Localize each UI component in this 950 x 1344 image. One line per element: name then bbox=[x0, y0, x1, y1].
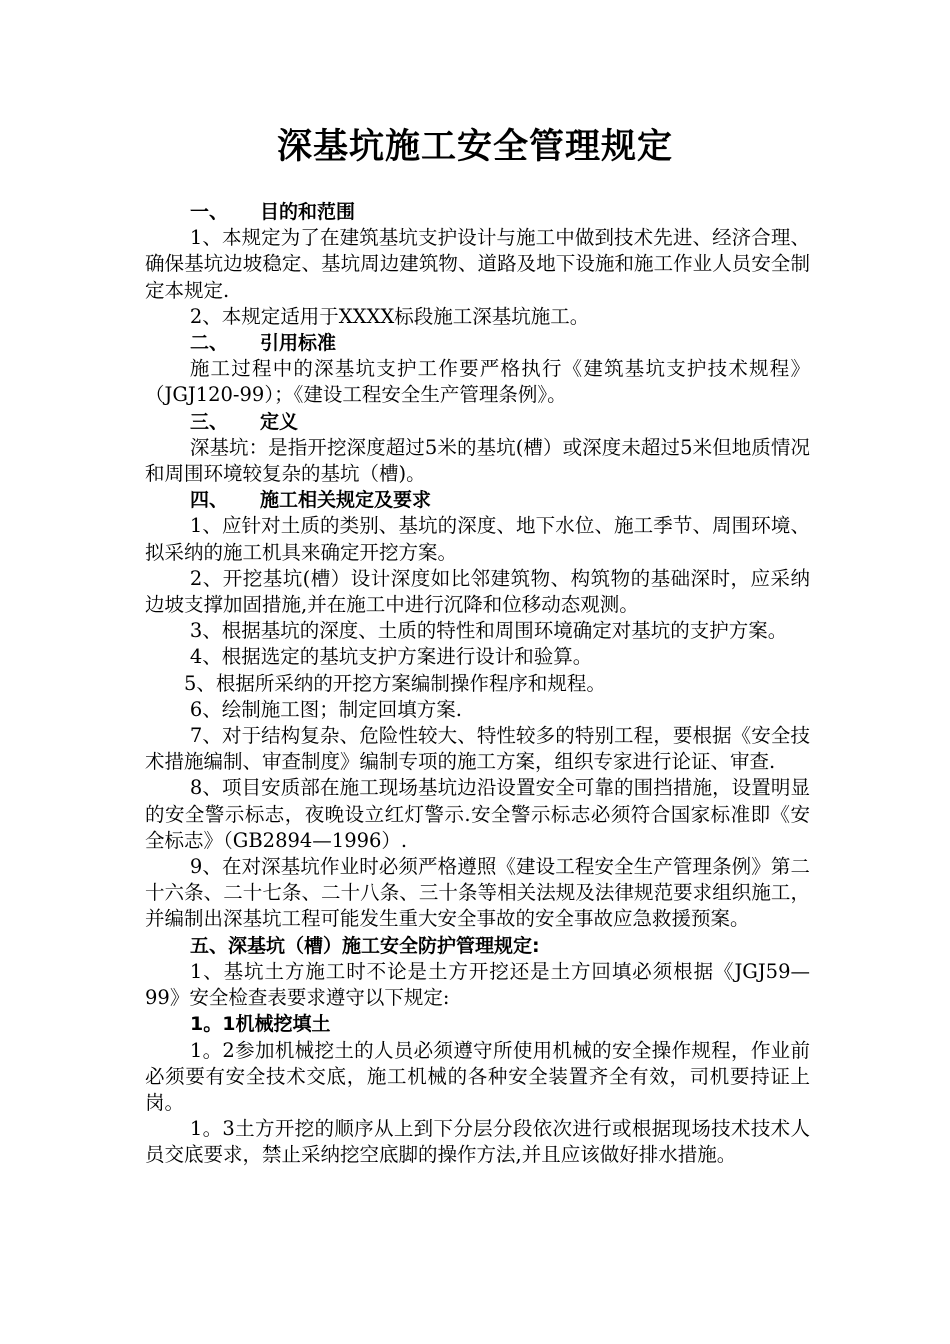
section-heading-5: 五、深基坑（槽）施工安全防护管理规定: bbox=[190, 934, 540, 957]
section-heading-2 bbox=[145, 330, 810, 356]
paragraph: 2、开挖基坑(槽）设计深度如比邻建筑物、构筑物的基础深时，应采纳边坡支撑加固措施,并在施工中进行沉降和位移动态观测。 bbox=[145, 566, 810, 617]
paragraph: 1、应针对土质的类别、基坑的深度、地下水位、施工季节、周围环境、拟采纳的施工机具来确定开挖方案。 bbox=[145, 514, 810, 564]
paragraph: 6、绘制施工图；制定回填方案. bbox=[189, 697, 462, 721]
section-title: 引用标准 bbox=[260, 332, 337, 355]
paragraph: 1、本规定为了在建筑基坑支护设计与施工中做到技术先进、经济合理、确保基坑边坡稳定、基坑周边建筑物、道路及地下设施和施工作业人员安全制定本规定. bbox=[145, 226, 810, 302]
paragraph: 施工过程中的深基坑支护工作要严格执行《建筑基坑支护技术规程》（JGJ120-99）；《建设工程安全生产管理条例》。 bbox=[145, 357, 810, 407]
document-title: 深基坑施工安全管理规定 bbox=[276, 127, 673, 167]
paragraph: 1、基坑土方施工时不论是土方开挖还是土方回填必须根据《JGJ59—99》安全检查表要求遵守以下规定: bbox=[145, 959, 810, 1010]
paragraph: 7、对于结构复杂、危险性较大、特性较多的特别工程，要根据《安全技术措施编制、审查制度》编制专项的施工方案，组织专家进行论证、审查. bbox=[145, 724, 810, 774]
section-number: 四、 bbox=[190, 489, 229, 512]
section-title: 施工相关规定及要求 bbox=[260, 489, 432, 512]
section-title: 目的和范围 bbox=[260, 201, 356, 223]
paragraph: 1。3土方开挖的顺序从上到下分层分段依次进行或根据现场技术技术人员交底要求，禁止采纳挖空底脚的操作方法,并且应该做好排水措施。 bbox=[145, 1117, 810, 1167]
section-title: 定义 bbox=[260, 410, 299, 433]
paragraph: 5、根据所采纳的开挖方案编制操作程序和规程。 bbox=[184, 671, 606, 695]
paragraph: 1。2参加机械挖土的人员必须遵守所使用机械的安全操作规程，作业前必须要有安全技术交底，施工机械的各种安全装置齐全有效，司机要持证上岗。 bbox=[145, 1038, 810, 1114]
paragraph: 4、根据选定的基坑支护方案进行设计和验算。 bbox=[189, 645, 593, 669]
subsection-heading: 1。1机械挖填土 bbox=[190, 1013, 331, 1036]
section-number: 二、 bbox=[190, 332, 229, 355]
paragraph: 2、本规定适用于XXXX标段施工深基坑施工。 bbox=[189, 304, 590, 328]
section-heading-1 bbox=[145, 199, 810, 225]
section-heading-4 bbox=[145, 487, 810, 513]
section-heading-3 bbox=[145, 409, 810, 435]
document-body bbox=[145, 199, 810, 1169]
paragraph: 8、项目安质部在施工现场基坑边沿设置安全可靠的围挡措施，设置明显的安全警示标志，夜晚设立红灯警示.安全警示标志必须符合国家标准即《安全标志》（GB2894—1996）. bbox=[145, 776, 810, 852]
section-number: 一、 bbox=[190, 201, 229, 223]
paragraph: 深基坑：是指开挖深度超过5米的基坑(槽）或深度未超过5米但地质情况和周围环境较复杂的基坑（槽)。 bbox=[145, 435, 810, 486]
paragraph: 9、在对深基坑作业时必须严格遵照《建设工程安全生产管理条例》第二十六条、二十七条、二十八条、三十条等相关法规及法律规范要求组织施工，并编制出深基坑工程可能发生重大安全事故的安全事故应急救援预案。 bbox=[145, 855, 810, 931]
paragraph: 3、根据基坑的深度、土质的特性和周围环境确定对基坑的支护方案。 bbox=[189, 619, 788, 643]
section-number: 三、 bbox=[190, 410, 229, 433]
